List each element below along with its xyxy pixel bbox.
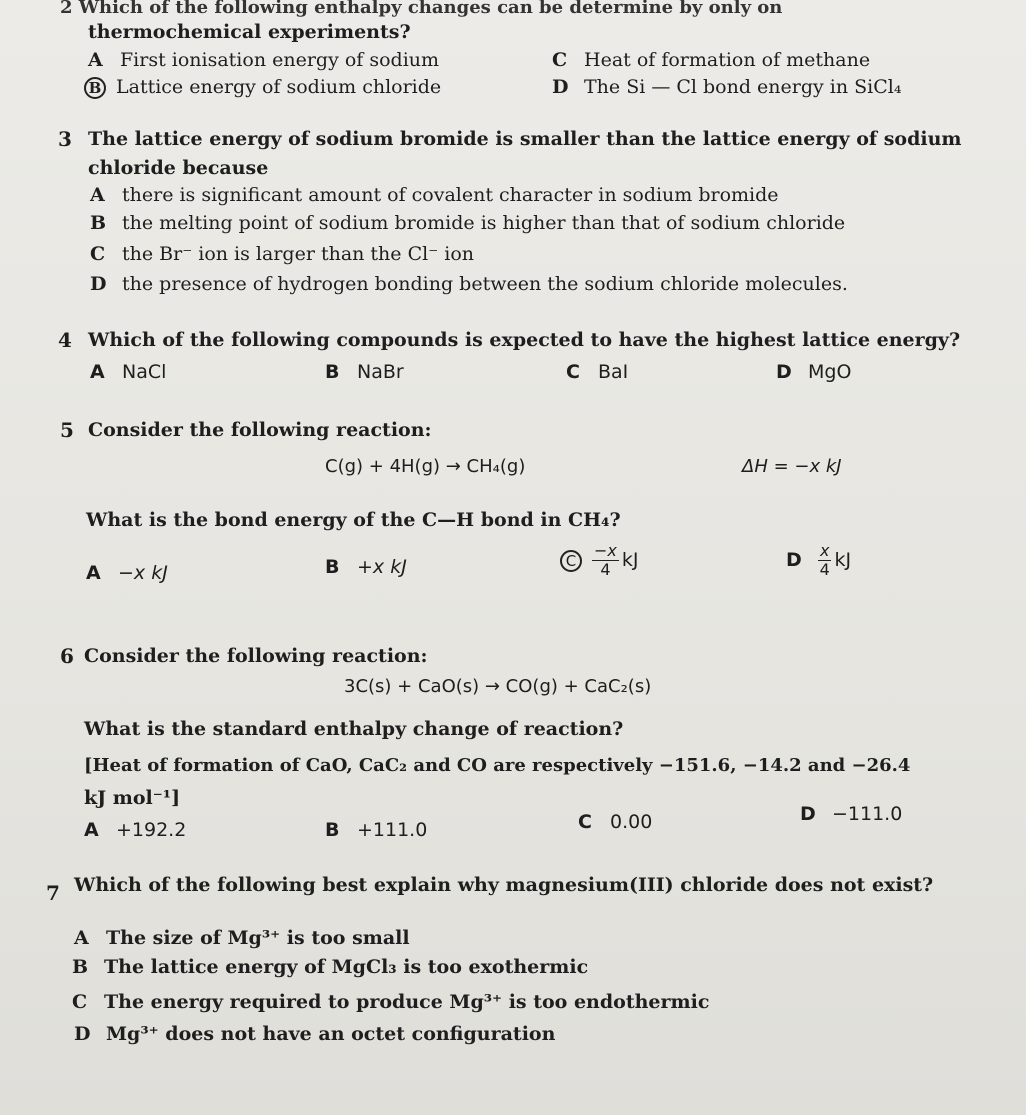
option-label: D <box>74 1023 91 1045</box>
q4-option-c <box>566 360 628 384</box>
q2-option-c <box>552 48 870 72</box>
q5-stem: Consider the following reaction: <box>88 419 432 441</box>
option-label: D <box>800 803 816 825</box>
option-label: C <box>566 361 580 383</box>
option-label: D <box>786 549 802 571</box>
option-label: D <box>90 273 107 295</box>
q3-stem-line2: chloride because <box>88 157 269 179</box>
option-text: 0.00 <box>610 811 653 833</box>
q6-stem: Consider the following reaction: <box>84 645 428 667</box>
q5-option-a <box>86 561 168 585</box>
option-label: A <box>88 49 103 71</box>
option-text: +192.2 <box>116 819 187 841</box>
q3-option-d <box>90 272 848 296</box>
q4-option-a <box>90 360 166 384</box>
q4-number: 4 <box>58 328 72 352</box>
option-text: NaCl <box>122 361 167 383</box>
option-text: BaI <box>598 361 629 383</box>
unit-text: kJ <box>834 549 852 571</box>
option-text: MgO <box>808 361 852 383</box>
option-text: The lattice energy of MgCl₃ is too exothermic <box>104 956 589 978</box>
option-label: C <box>72 991 88 1013</box>
q4-option-b <box>325 360 404 384</box>
q2-option-a <box>88 48 439 72</box>
q6-option-c <box>578 810 652 834</box>
option-text: Heat of formation of methane <box>584 49 871 71</box>
q7-option-c <box>72 990 709 1014</box>
q5-number: 5 <box>60 418 74 442</box>
q6-option-a <box>84 818 186 842</box>
q7-stem: Which of the following best explain why magnesium(III) chloride does not exist? <box>74 874 934 896</box>
option-label: D <box>776 361 792 383</box>
option-label: B <box>90 212 107 234</box>
option-label: A <box>86 562 101 584</box>
option-text: +x kJ <box>357 556 407 578</box>
q7-option-d <box>74 1022 555 1046</box>
q7-option-a <box>74 926 410 950</box>
q2-stem-line2: thermochemical experiments? <box>88 21 411 43</box>
option-label: A <box>90 361 105 383</box>
q6-option-b <box>325 818 427 842</box>
q5-equation: C(g) + 4H(g) → CH₄(g) <box>325 456 526 477</box>
option-text: +111.0 <box>357 819 428 841</box>
option-label: D <box>552 76 569 98</box>
option-text: the Br⁻ ion is larger than the Cl⁻ ion <box>122 243 475 265</box>
q6-question: What is the standard enthalpy change of reaction? <box>84 718 624 740</box>
option-text: First ionisation energy of sodium <box>120 49 440 71</box>
option-label: A <box>84 819 99 841</box>
q6-number: 6 <box>60 644 74 668</box>
option-label: C <box>578 811 592 833</box>
fraction: $\frac{-x}{4}$ <box>594 541 617 579</box>
option-text: the presence of hydrogen bonding between the sodium chloride molecules. <box>122 273 848 295</box>
q2-stem-line1: 2 Which of the following enthalpy changes can be determine by only on <box>60 0 783 18</box>
option-text: −x kJ <box>118 562 168 584</box>
q5-option-b <box>325 555 407 579</box>
option-text: there is significant amount of covalent character in sodium bromide <box>122 184 779 206</box>
option-text: −111.0 <box>832 803 903 825</box>
option-text: Mg³⁺ does not have an octet configuration <box>106 1023 556 1045</box>
option-label: C <box>90 243 106 265</box>
q7-number: 7 <box>46 881 60 905</box>
q5-option-c <box>560 540 638 580</box>
option-label-circled: B <box>84 75 116 99</box>
q6-option-d <box>800 802 902 826</box>
option-label: B <box>72 956 89 978</box>
q4-stem: Which of the following compounds is expected to have the highest lattice energy? <box>88 329 961 351</box>
q6-equation: 3C(s) + CaO(s) → CO(g) + CaC₂(s) <box>344 676 652 697</box>
q6-data-line2: kJ mol⁻¹] <box>84 787 181 809</box>
option-text: the melting point of sodium bromide is higher than that of sodium chloride <box>122 212 846 234</box>
fraction: $\frac{x}{4}$ <box>819 541 830 579</box>
option-text: The energy required to produce Mg³⁺ is too endothermic <box>104 991 710 1013</box>
option-label: A <box>74 927 89 949</box>
option-label: C <box>552 49 568 71</box>
q2-option-d <box>552 75 901 99</box>
q5-delta-h: ΔH = −x kJ <box>742 456 842 477</box>
q3-option-c <box>90 242 474 266</box>
option-text: NaBr <box>357 361 404 383</box>
option-label: B <box>325 819 340 841</box>
q6-data-line1: [Heat of formation of CaO, CaC₂ and CO are respectively −151.6, −14.2 and −26.4 <box>84 755 911 776</box>
unit-text: kJ <box>621 549 639 571</box>
q5-question: What is the bond energy of the C—H bond in CH₄? <box>86 509 621 531</box>
option-label: A <box>90 184 105 206</box>
q2-option-b <box>84 75 441 99</box>
q3-number: 3 <box>58 127 72 151</box>
q3-option-a <box>90 183 779 207</box>
option-label-circled: C <box>560 540 592 580</box>
option-text: The size of Mg³⁺ is too small <box>106 927 410 949</box>
q3-stem-line1: The lattice energy of sodium bromide is smaller than the lattice energy of sodium <box>88 128 962 150</box>
option-text: Lattice energy of sodium chloride <box>116 76 442 98</box>
option-label: B <box>325 556 340 578</box>
q4-option-d <box>776 360 851 384</box>
option-label: B <box>325 361 340 383</box>
q7-option-b <box>72 955 588 979</box>
option-text: The Si — Cl bond energy in SiCl₄ <box>584 76 902 98</box>
q3-option-b <box>90 211 845 235</box>
q5-option-d <box>786 540 851 580</box>
